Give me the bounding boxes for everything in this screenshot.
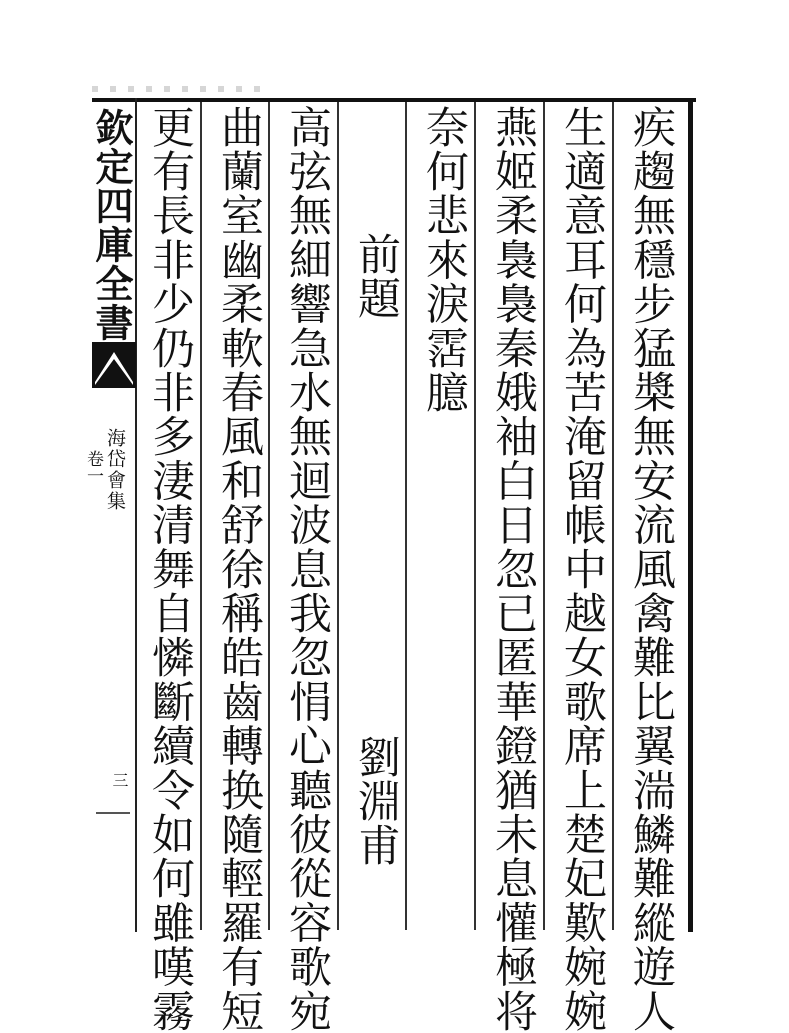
text-column: 高弦無細響急水無迴波息我忽悁心聽彼從容歌宛	[282, 105, 332, 1033]
column-rule	[474, 102, 476, 930]
frame-right-rule	[688, 98, 693, 932]
column-rule	[337, 102, 339, 930]
text-column: 燕姬柔裊裊秦娥袖白日忽已匿華鐙猶未息懽極将	[488, 105, 538, 1033]
text-column: 更有長非少仍非多淒清舞自憐斷續令如何雖嘆霧	[145, 105, 195, 1033]
volume-label: 卷一	[83, 450, 103, 484]
text-column: 生適意耳何為苦淹留帳中越女歌席上楚妃歎婉婉	[557, 105, 607, 1033]
column-rule	[200, 102, 202, 930]
book-title: 海岱會集	[104, 428, 126, 512]
collection-title: 欽定四庫全書	[89, 108, 134, 342]
column-rule	[612, 102, 614, 930]
column-rule	[543, 102, 545, 930]
scan-marks	[92, 86, 272, 92]
page-number: 三	[110, 772, 129, 788]
text-column: 疾趨無穩步猛槳無安流風禽難比翼湍鱗難縱遊人	[626, 105, 676, 1033]
page-tick	[96, 812, 130, 814]
text-column: 奈何悲來淚霑臆	[419, 105, 469, 415]
poem-title: 前題	[351, 232, 401, 321]
text-column: 曲蘭室幽柔軟春風和舒徐稱皓齒轉换隨輕羅有短	[214, 105, 264, 1033]
column-rule	[405, 102, 407, 930]
column-rule	[268, 102, 270, 930]
margin-band-rule	[135, 98, 137, 932]
author-name: 劉淵甫	[351, 735, 401, 868]
frame-top-rule	[92, 98, 696, 102]
fishtail-mark-icon	[92, 342, 136, 388]
